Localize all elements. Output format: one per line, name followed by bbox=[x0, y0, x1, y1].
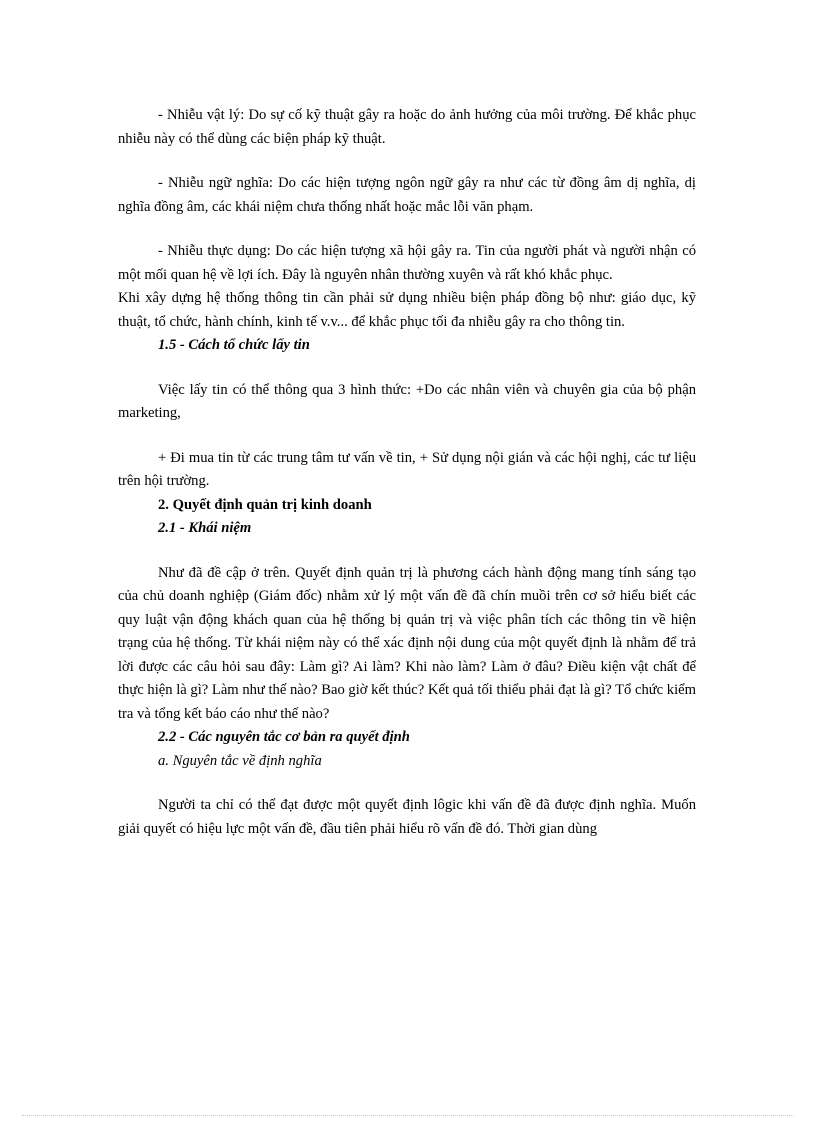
paragraph-decision-concept: Như đã đề cập ở trên. Quyết định quản trị là phương cách hành động mang tính sáng tạo của chủ doanh nghiệp (Giám đốc) nhằm xử lý một vấn đề đã chín muồi trên cơ sở hiểu biết các quy luật vận động khách quan của hệ thống bị quản trị và việc phân tích các thông tin về hiện trạng của hệ thống. Từ khái niệm này có thể xác định nội dung của một quyết định là nhằm để trả lời được các câu hỏi sau đây: Làm gì? Ai làm? Khi nào làm? Làm ở đâu? Điều kiện vật chất để thực hiện là gì? Làm như thế nào? Bao giờ kết thúc? Kết quả tối thiểu phải đạt là gì? Tổ chức kiểm tra và tổng kết báo cáo như thế nào? bbox=[118, 564, 696, 722]
paragraph-pragmatic-noise: - Nhiễu thực dụng: Do các hiện tượng xã hội gây ra. Tin của người phát và người nhận có một mối quan hệ về lợi ích. Đây là nguyên nhân thường xuyên và rất khó khắc phục. bbox=[118, 243, 696, 283]
paragraph-info-gathering: Việc lấy tin có thể thông qua 3 hình thức: +Do các nhân viên và chuyên gia của bộ phận marketing, bbox=[118, 381, 696, 421]
section-heading-2-2: 2.2 - Các nguyên tắc cơ bản ra quyết định bbox=[158, 729, 410, 745]
page-bottom-divider bbox=[22, 1115, 794, 1116]
section-heading-1-5: 1.5 - Cách tổ chức lấy tin bbox=[158, 337, 310, 353]
section-heading-2: 2. Quyết định quản trị kinh doanh bbox=[158, 496, 372, 513]
paragraph-info-purchase: + Đi mua tin từ các trung tâm tư vấn về tin, + Sử dụng nội gián và các hội nghị, các tư liệu trên hội trường. bbox=[118, 449, 696, 489]
paragraph-semantic-noise: - Nhiễu ngữ nghĩa: Do các hiện tượng ngôn ngữ gây ra như các từ đồng âm dị nghĩa, dị nghĩa đồng âm, các khái niệm chưa thống nhất hoặc mắc lỗi văn phạm. bbox=[118, 175, 696, 215]
paragraph-info-system-measures: Khi xây dựng hệ thống thông tin cần phải sử dụng nhiều biện pháp đồng bộ như: giáo dục, kỹ thuật, tổ chức, hành chính, kinh tế v.v... để khắc phục tối đa nhiễu gây ra cho thông tin. bbox=[118, 290, 696, 330]
subsection-heading-a: a. Nguyên tắc về định nghĩa bbox=[158, 752, 322, 769]
section-heading-2-1: 2.1 - Khái niệm bbox=[158, 520, 252, 536]
page-content bbox=[118, 104, 696, 841]
paragraph-physical-noise: - Nhiễu vật lý: Do sự cố kỹ thuật gây ra hoặc do ảnh hưởng của môi trường. Để khắc phục nhiễu này có thể dùng các biện pháp kỹ thuật. bbox=[118, 107, 696, 147]
paragraph-definition-principle: Người ta chỉ có thể đạt được một quyết định lôgic khi vấn đề đã được định nghĩa. Muốn giải quyết có hiệu lực một vấn đề, đầu tiên phải hiểu rõ vấn đề đó. Thời gian dùng bbox=[118, 797, 696, 837]
